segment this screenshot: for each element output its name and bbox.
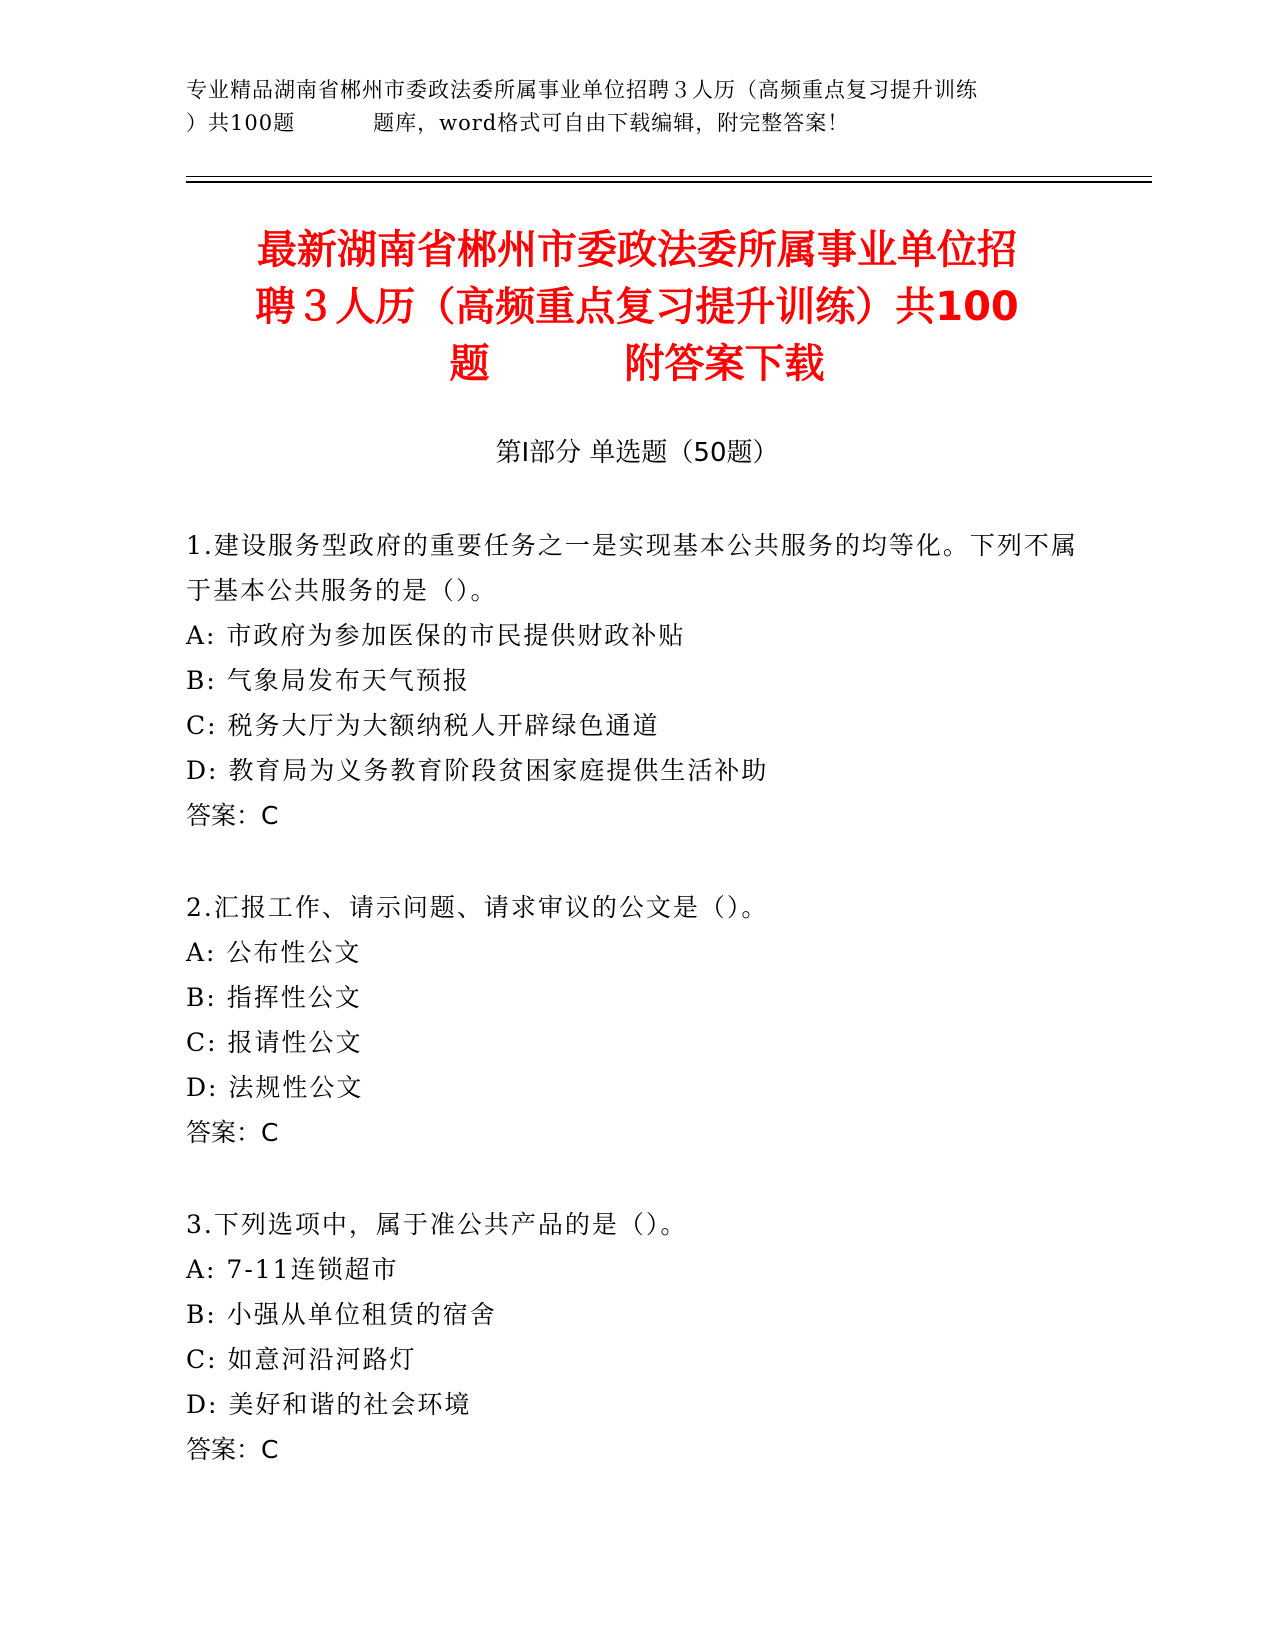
header-line-2 <box>186 107 1086 140</box>
option-c: C: 报请性公文 <box>186 1028 363 1057</box>
header-line-2-end: 题库，word格式可自由下载编辑，附完整答案！ <box>373 111 850 135</box>
question-list <box>186 523 1086 1519</box>
answer-line: 答案：C <box>186 1118 279 1147</box>
answer-line: 答案：C <box>186 801 279 830</box>
question-item <box>186 523 1086 838</box>
option-d: D: 美好和谐的社会环境 <box>186 1390 472 1419</box>
option-d: D: 教育局为义务教育阶段贫困家庭提供生活补助 <box>186 756 769 785</box>
question-stem: 2.汇报工作、请示问题、请求审议的公文是（）。 <box>186 893 769 922</box>
title-line-3 <box>186 336 1088 393</box>
option-c: C: 如意河沿河路灯 <box>186 1345 417 1374</box>
title-line-3-start: 题 <box>449 341 490 387</box>
header-divider-thick <box>186 181 1152 183</box>
option-c: C: 税务大厅为大额纳税人开辟绿色通道 <box>186 711 660 740</box>
question-stem: 1.建设服务型政府的重要任务之一是实现基本公共服务的均等化。下列不属于基本公共服务的是（）。 <box>186 531 1078 605</box>
option-a: A: 公布性公文 <box>186 938 362 967</box>
option-b: B: 气象局发布天气预报 <box>186 666 470 695</box>
question-stem: 3.下列选项中，属于准公共产品的是（）。 <box>186 1210 688 1239</box>
option-b: B: 指挥性公文 <box>186 983 362 1012</box>
option-a: A: 市政府为参加医保的市民提供财政补贴 <box>186 621 686 650</box>
section-heading: 第Ⅰ部分 单选题（50题） <box>495 438 779 468</box>
document-header <box>186 74 1086 140</box>
title-line-1: 最新湖南省郴州市委政法委所属事业单位招 <box>257 227 1017 273</box>
question-item <box>186 885 1086 1155</box>
header-divider-thin <box>186 176 1152 177</box>
header-line-1: 专业精品湖南省郴州市委政法委所属事业单位招聘３人历（高频重点复习提升训练 <box>186 78 978 102</box>
title-line-2: 聘３人历（高频重点复习提升训练）共100 <box>255 284 1019 330</box>
question-item <box>186 1202 1086 1472</box>
header-line-2-start: ）共100题 <box>186 111 296 135</box>
option-d: D: 法规性公文 <box>186 1073 364 1102</box>
title-line-3-end: 附答案下载 <box>624 341 825 387</box>
document-title <box>186 222 1088 393</box>
option-a: A: 7-11连锁超市 <box>186 1255 399 1284</box>
answer-line: 答案：C <box>186 1435 279 1464</box>
option-b: B: 小强从单位租赁的宿舍 <box>186 1300 497 1329</box>
